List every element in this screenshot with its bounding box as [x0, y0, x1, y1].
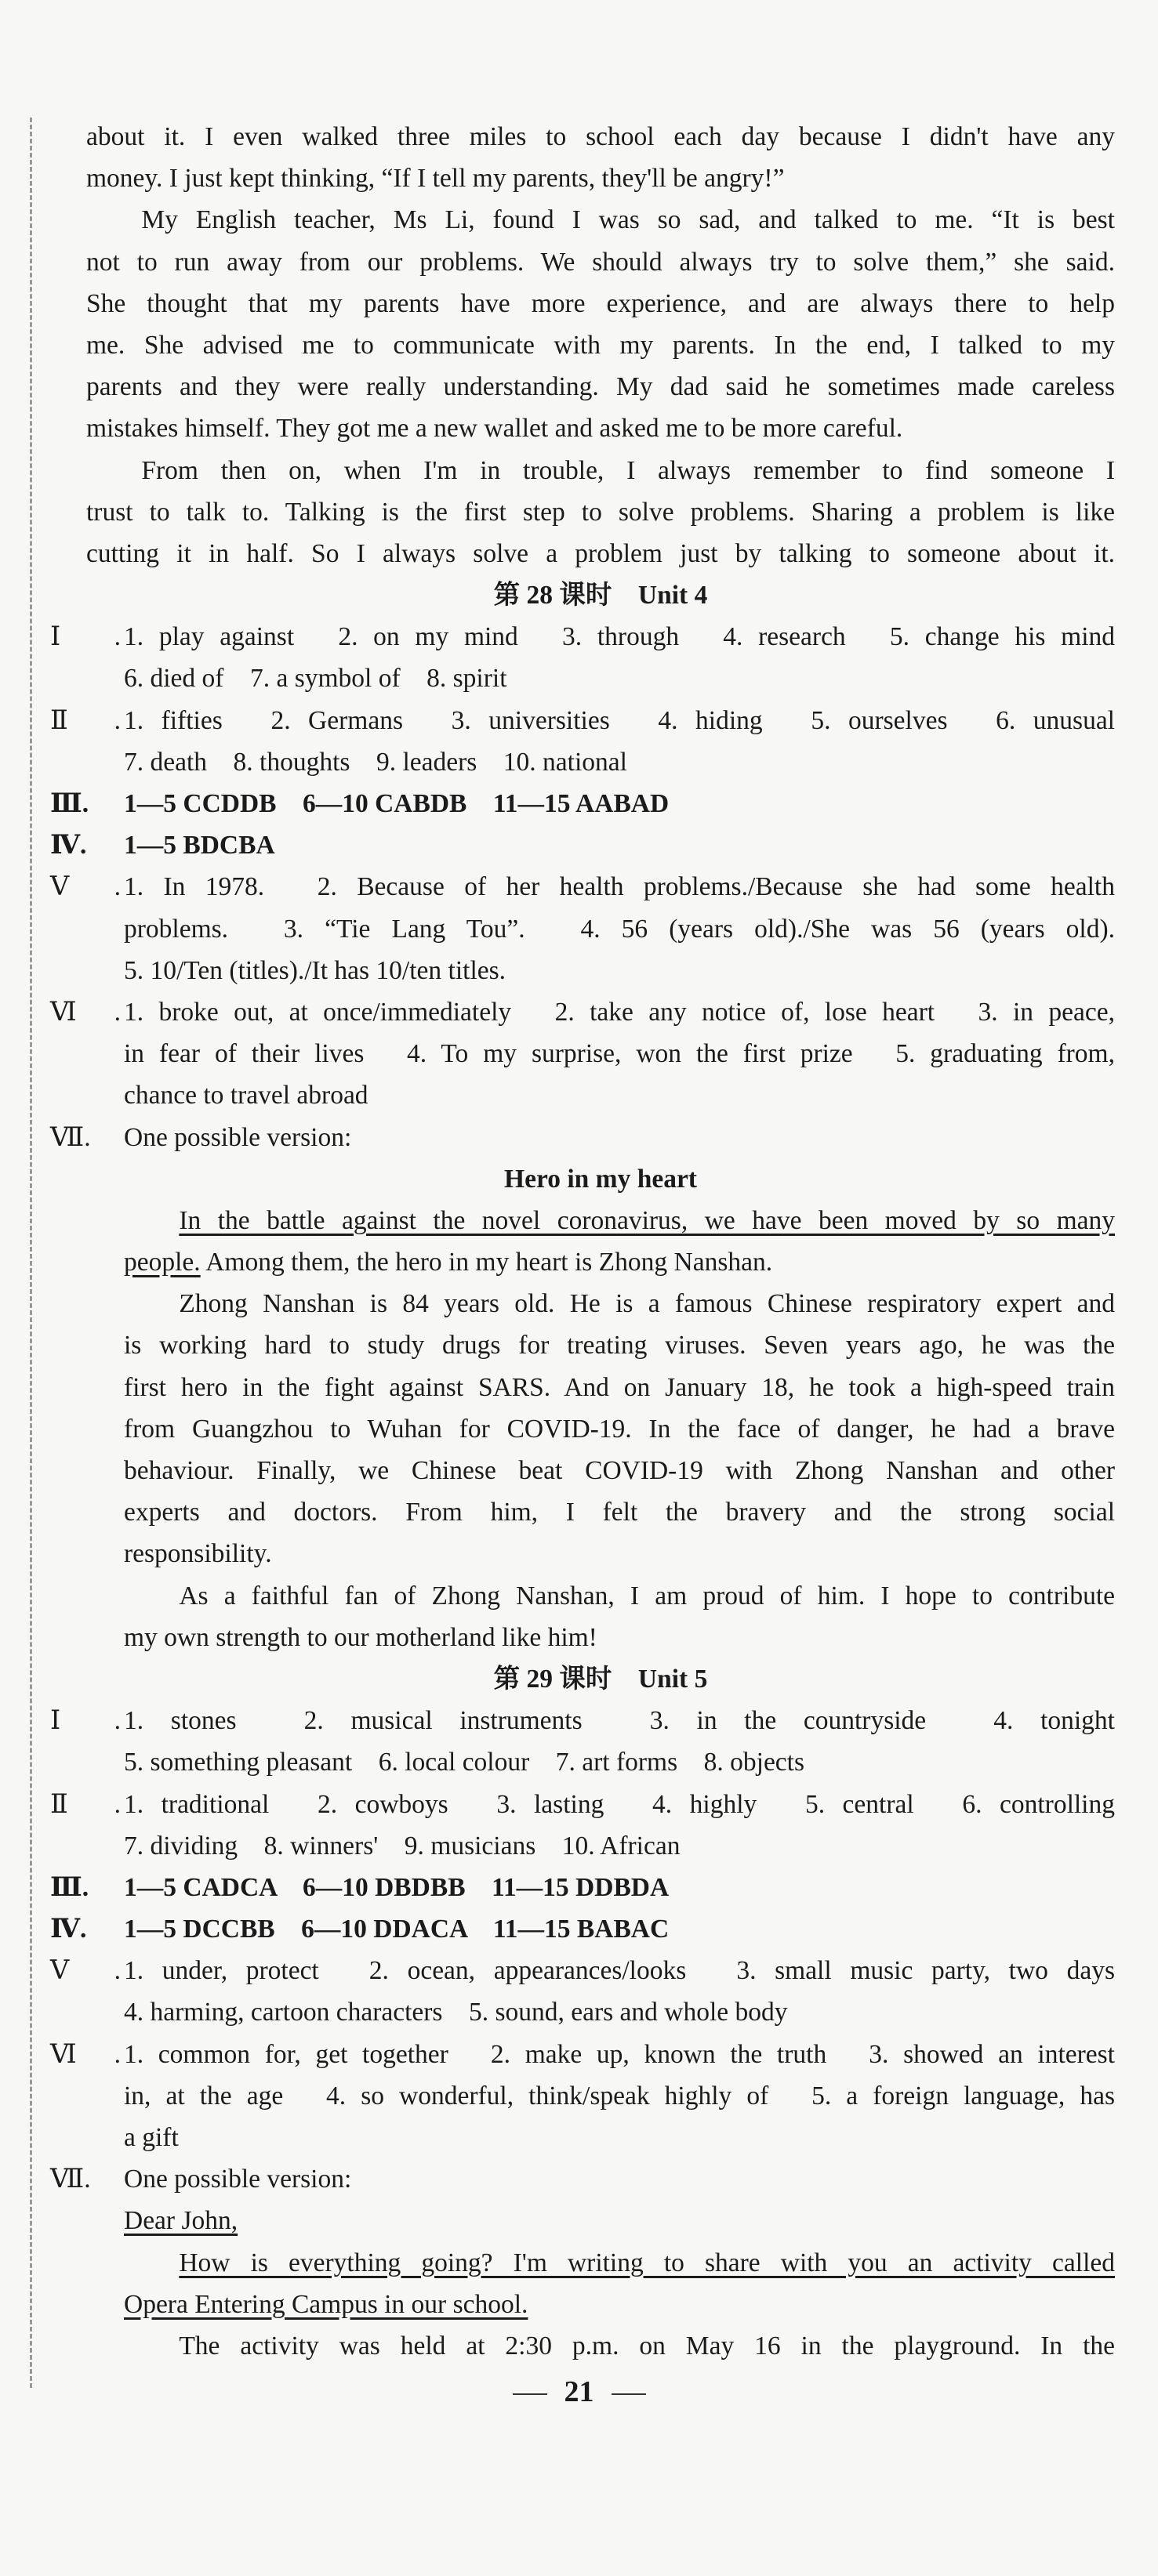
question-group-7: [50, 1117, 1115, 1158]
lesson-heading: 第 29 课时 Unit 5: [493, 1664, 708, 1694]
question-group-6: [50, 2034, 1115, 2159]
text-line: me. She advised me to communicate with my parents. In the end, I talked to my: [86, 330, 1115, 360]
roman-numeral: Ⅶ.: [50, 2165, 91, 2194]
roman-numeral: Ⅳ.: [50, 1915, 87, 1944]
answer-line: a gift: [124, 2123, 179, 2152]
question-group-1: [50, 1700, 1115, 1783]
question-group-2: [50, 1784, 1115, 1867]
roman-numeral: Ⅵ.: [50, 997, 121, 1027]
essay-body: [86, 1283, 1115, 1574]
roman-numeral: Ⅰ.: [50, 622, 121, 652]
question-group-4: [50, 1908, 1115, 1950]
question-group-5: [50, 1950, 1115, 2033]
answer-line: 1. under, protect 2. ocean, appearances/looks 3. small music party, two days: [124, 1956, 1115, 1986]
answer-line: in, at the age 4. so wonderful, think/speak highly of 5. a foreign language, has: [124, 2081, 1115, 2110]
text-line: cutting it in half. So I always solve a problem just by talking to someone about it.: [86, 538, 1115, 568]
answer-line: 7. dividing 8. winners' 9. musicians 10. African: [124, 1831, 681, 1860]
answer-line: 1. stones 2. musical instruments 3. in the countryside 4. tonight: [124, 1706, 1115, 1736]
answer-line: 6. died of 7. a symbol of 8. spirit: [124, 664, 507, 694]
text-line: not to run away from our problems. We should always try to solve them,” she said.: [86, 247, 1115, 277]
answer-line: 1—5 CCDDB 6—10 CABDB 11—15 AABAD: [124, 789, 670, 818]
underlined-line: Opera Entering Campus in our school.: [124, 2289, 528, 2319]
text-segment: Among them, the hero in my heart is Zhong Nanshan.: [200, 1248, 773, 1277]
answer-line: 1. common for, get together 2. make up, known the truth 3. showed an interest: [124, 2039, 1115, 2069]
dash-right: [612, 2393, 646, 2395]
question-group-7: [50, 2158, 1115, 2200]
roman-numeral: Ⅱ.: [50, 705, 121, 735]
lesson-heading: 第 28 课时 Unit 4: [493, 581, 708, 610]
text-line: from Guangzhou to Wuhan for COVID-19. In the face of danger, he had a brave: [124, 1414, 1115, 1444]
answer-line: One possible version:: [124, 1122, 352, 1152]
text-line: She thought that my parents have more experience, and are always there to help: [86, 288, 1115, 318]
text-line: behaviour. Finally, we Chinese beat COVID-19 with Zhong Nanshan and other: [124, 1456, 1115, 1485]
answer-line: One possible version:: [124, 2165, 352, 2194]
answer-line: 1. broke out, at once/immediately 2. take any notice of, lose heart 3. in peace,: [124, 997, 1115, 1027]
answer-line: 1—5 BDCBA: [124, 831, 275, 860]
text-line: first hero in the fight against SARS. And on January 18, he took a high-speed train: [124, 1372, 1115, 1402]
text-line: mistakes himself. They got me a new wallet and asked me to be more careful.: [86, 414, 903, 444]
text-line: money. I just kept thinking, “If I tell my parents, they'll be angry!”: [86, 164, 785, 194]
text-line: experts and doctors. From him, I felt the bravery and the strong social: [124, 1498, 1115, 1527]
text-line: My English teacher, Ms Li, found I was so sad, and talked to me. “It is best: [141, 205, 1115, 235]
underlined-line: In the battle against the novel coronavirus, we have been moved by so many: [179, 1205, 1115, 1235]
answer-line: 1—5 CADCA 6—10 DBDBB 11—15 DDBDA: [124, 1872, 670, 1902]
text-line: Zhong Nanshan is 84 years old. He is a famous Chinese respiratory expert and: [179, 1289, 1115, 1319]
text-line: is working hard to study drugs for treating viruses. Seven years ago, he was the: [124, 1331, 1115, 1360]
roman-numeral: Ⅱ.: [50, 1789, 121, 1819]
roman-numeral: Ⅲ.: [50, 1872, 89, 1902]
question-group-4: [50, 824, 1115, 866]
roman-numeral: Ⅲ.: [50, 789, 89, 818]
binding-margin-line: [30, 118, 32, 2388]
roman-numeral: Ⅵ.: [50, 2039, 121, 2069]
answer-line: 1—5 DCCBB 6—10 DDACA 11—15 BABAC: [124, 1915, 670, 1944]
conclusion-paragraph: [86, 450, 1115, 575]
roman-numeral: Ⅴ.: [50, 872, 121, 902]
essay-ending: [86, 1575, 1115, 1658]
roman-numeral: Ⅴ.: [50, 1956, 121, 1986]
answer-line: problems. 3. “Tie Lang Tou”. 4. 56 (years old)./She was 56 (years old).: [124, 914, 1115, 944]
text-line: parents and they were really understanding. My dad said he sometimes made careless: [86, 372, 1115, 402]
essay-intro: [86, 1200, 1115, 1283]
question-group-5: [50, 866, 1115, 991]
question-group-1: [50, 616, 1115, 699]
answer-line: chance to travel abroad: [124, 1081, 368, 1110]
roman-numeral: Ⅳ.: [50, 831, 87, 860]
answer-line: 1. play against 2. on my mind 3. through 4. research 5. change his mind: [124, 622, 1115, 652]
question-group-3: [50, 783, 1115, 824]
answer-line: 4. harming, cartoon characters 5. sound, ears and whole body: [124, 1998, 788, 2027]
text-line: From then on, when I'm in trouble, I always remember to find someone I: [141, 455, 1115, 485]
text-line: about it. I even walked three miles to school each day because I didn't have any: [86, 122, 1115, 151]
answer-line: 1. traditional 2. cowboys 3. lasting 4. highly 5. central 6. controlling: [124, 1789, 1115, 1819]
answer-line: 5. 10/Ten (titles)./It has 10/ten titles.: [124, 955, 506, 985]
text-line: As a faithful fan of Zhong Nanshan, I am proud of him. I hope to contribute: [179, 1581, 1115, 1610]
answer-key-content: [50, 116, 1115, 2367]
text-line: trust to talk to. Talking is the first step to solve problems. Sharing a problem is like: [86, 497, 1115, 527]
letter-greeting: Dear John,: [124, 2206, 238, 2236]
underlined-line: people.: [124, 1248, 201, 1277]
underlined-line: How is everything going? I'm writing to share with you an activity called: [179, 2248, 1115, 2277]
essay-title: Hero in my heart: [504, 1164, 697, 1194]
answer-line: 1. In 1978. 2. Because of her health problems./Because she had some health: [124, 872, 1115, 902]
roman-numeral: Ⅰ.: [50, 1706, 121, 1736]
page-number: [0, 2375, 1158, 2409]
page-number-text: 21: [564, 2375, 594, 2408]
letter-intro: [86, 2242, 1115, 2325]
letter-body-line: The activity was held at 2:30 p.m. on May 16 in the playground. In the: [179, 2331, 1115, 2360]
roman-numeral: Ⅶ.: [50, 1122, 91, 1152]
answer-line: 1. fifties 2. Germans 3. universities 4. hiding 5. ourselves 6. unusual: [124, 705, 1115, 735]
answer-line: in fear of their lives 4. To my surprise, won the first prize 5. graduating from,: [124, 1039, 1115, 1069]
question-group-3: [50, 1867, 1115, 1908]
dash-left: [513, 2393, 547, 2395]
answer-line: 5. something pleasant 6. local colour 7. art forms 8. objects: [124, 1748, 805, 1777]
teacher-paragraph: [86, 199, 1115, 449]
question-group-6: [50, 991, 1115, 1117]
intro-paragraph: [86, 116, 1115, 199]
answer-line: 7. death 8. thoughts 9. leaders 10. national: [124, 747, 627, 777]
text-line: my own strength to our motherland like him!: [124, 1622, 597, 1652]
text-line: responsibility.: [124, 1539, 272, 1569]
question-group-2: [50, 700, 1115, 783]
